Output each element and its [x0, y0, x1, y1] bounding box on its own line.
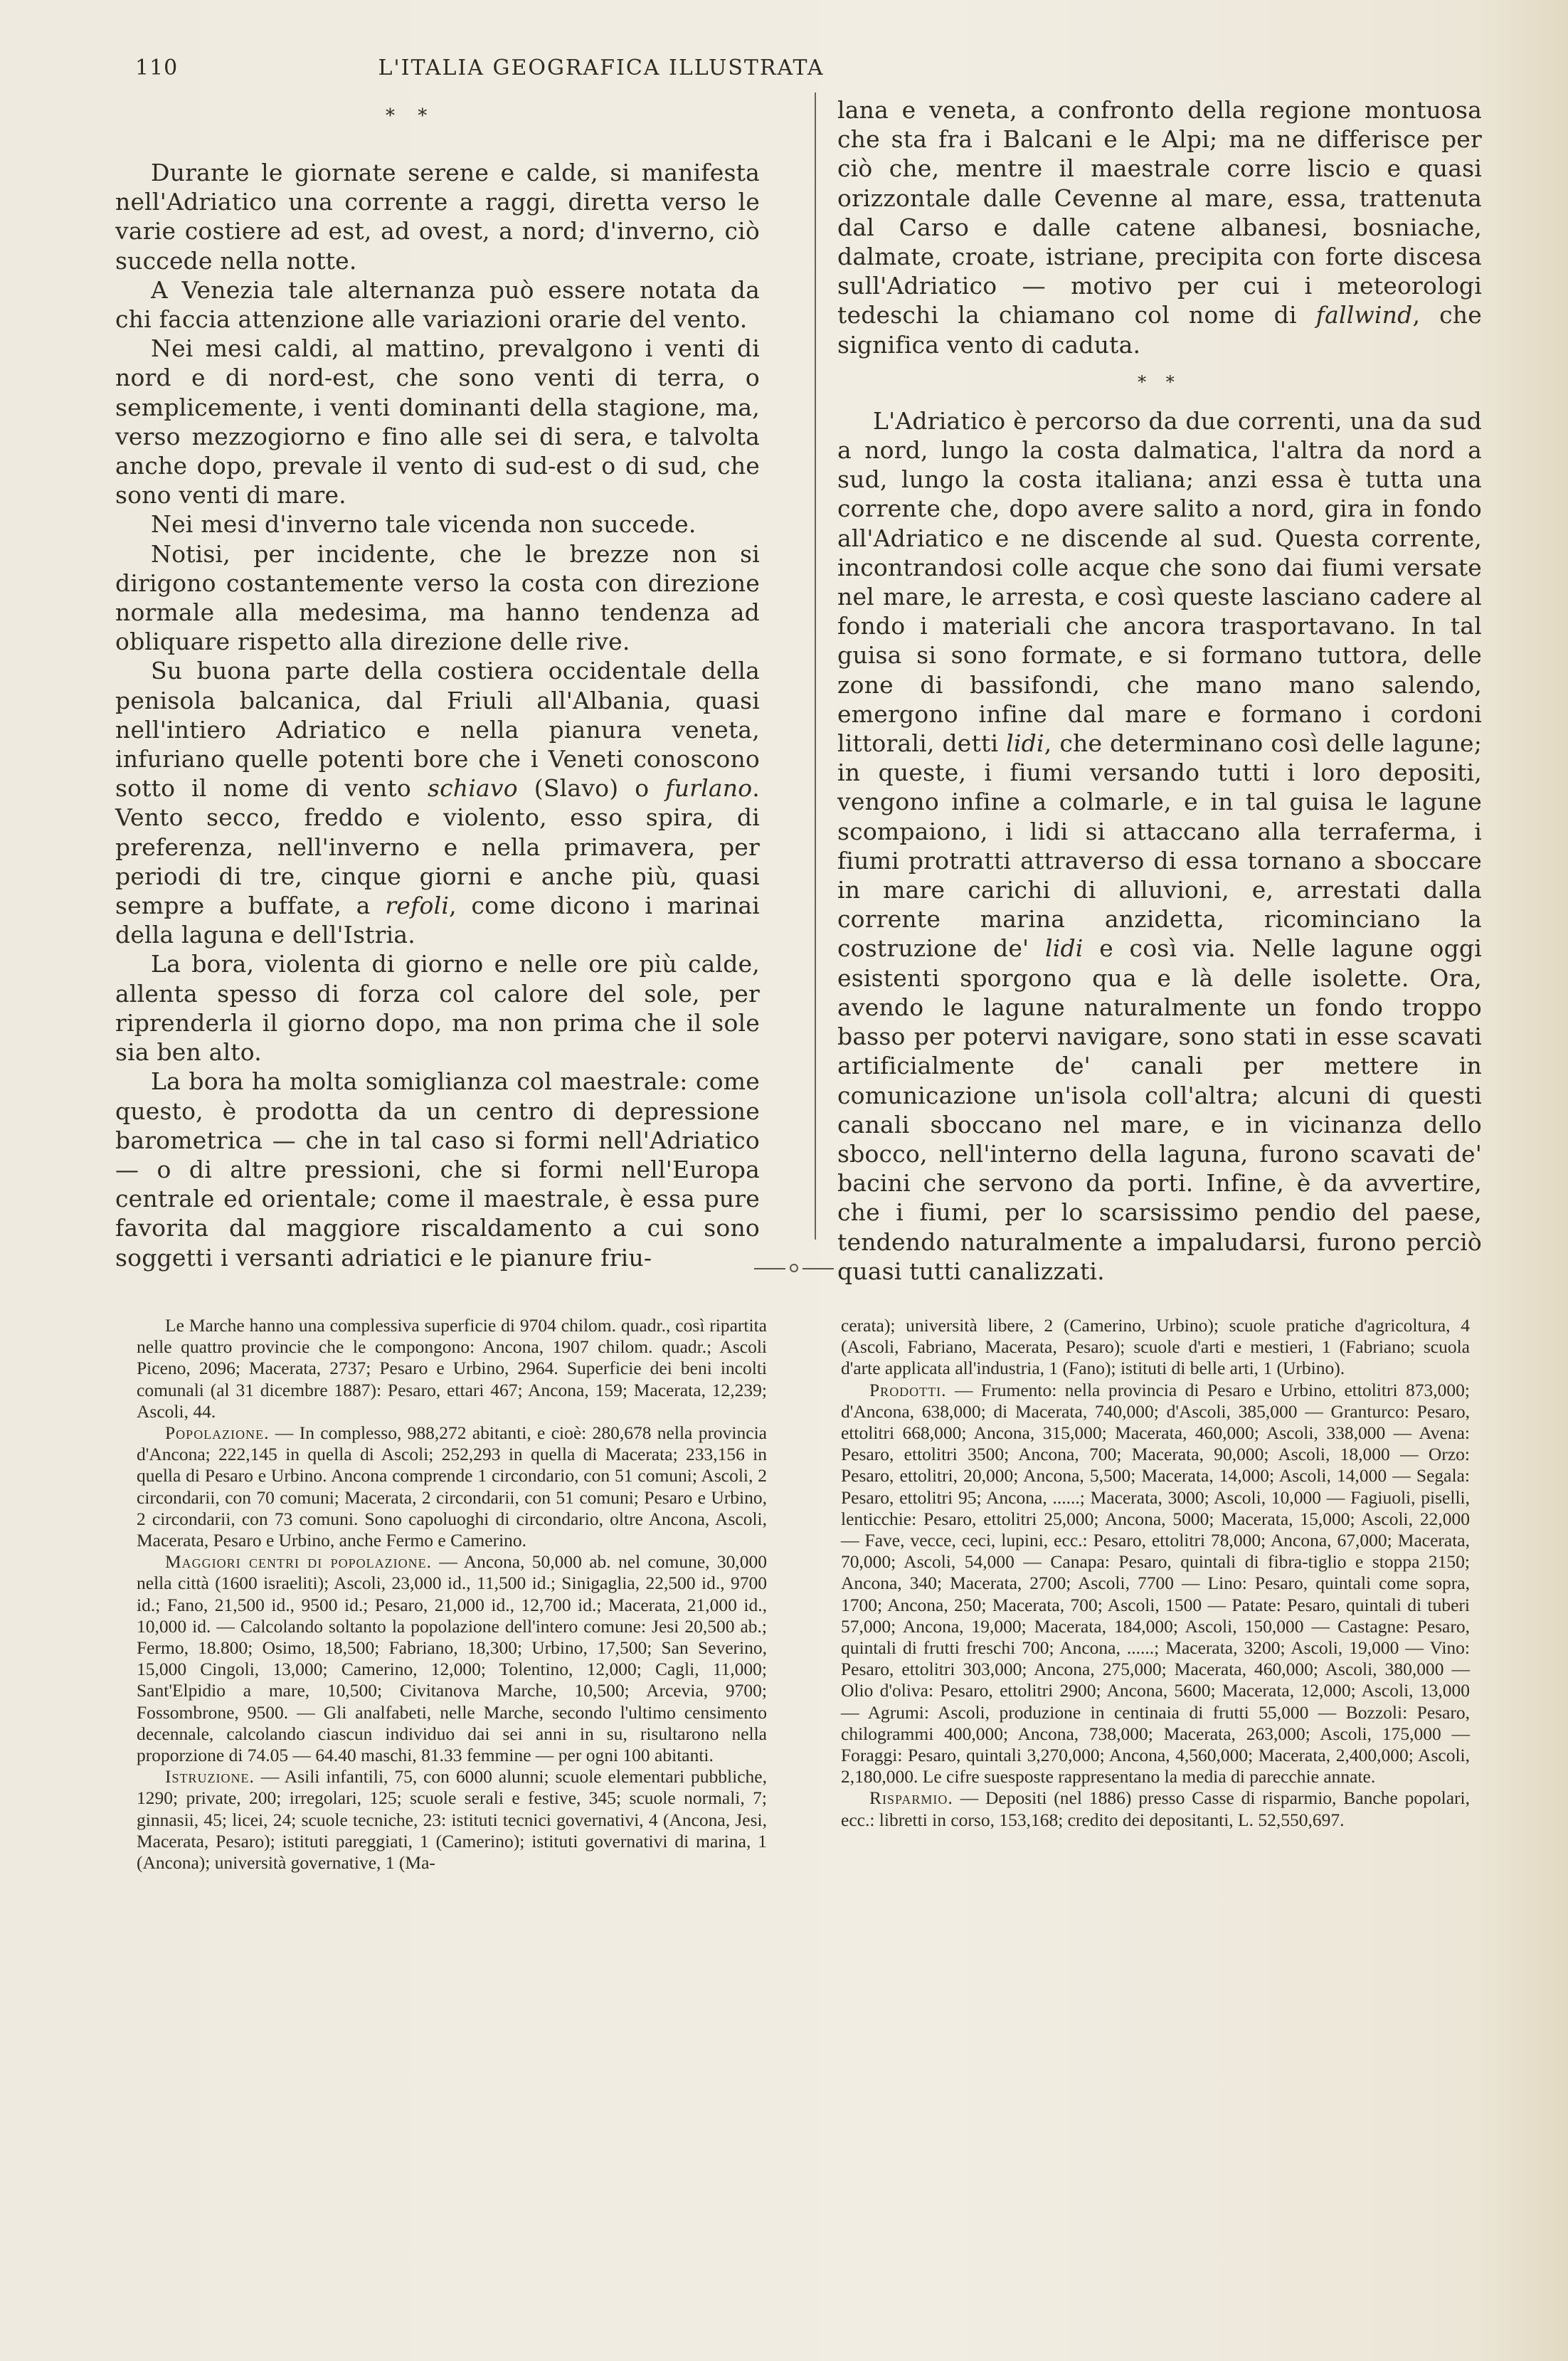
paragraph: Nei mesi d'inverno tale vicenda non succede. — [151, 510, 696, 539]
term-schiavo: schiavo — [427, 774, 518, 803]
paragraph: La bora, violenta di giorno e nelle ore più calde, allenta spesso di forza col calore del sole, per riprenderla il giorno dopo, ma non prima che il sole sia ben alto. — [115, 950, 760, 1067]
page-number: 110 — [135, 56, 179, 80]
paragraph-continued: lana e veneta, a confronto della regione montuosa che sta fra i Balcani e le Alpi; ma ne differisce per ciò che, mentre il maestrale corre liscio e quasi orizzontale dalle Cevenne al mare, essa, trattenuta dal Carso e dalle catene albanesi, bosniache, dalmate, croate, istriane, precipita con forte discesa sull'Adriatico — motivo per cui i meteorologi tedeschi la chiamano col nome di fallwind, che significa vento di caduta. — [837, 96, 1482, 359]
note-prodotti: Prodotti. — Frumento: nella provincia di Pesaro e Urbino, ettolitri 873,000; d'Ancona, 638,000; di Macerata, 740,000; d'Ascoli, 385,000 — Granturco: Pesaro, ettolitri 668,000; Ancona, 315,000; Macerata, 460,000; Ascoli, 338,000 — Avena: Pesaro, ettolitri 3500; Ancona, 700; Macerata, 90,000; Ascoli, 18,000 — Orzo: Pesaro, ettolitri, 20,000; Ancona, 5,500; Macerata, 14,000; Ascoli, 14,000 — Segala: Pesaro, ettolitri 95; Ancona, ......; Macerata, 3000; Ascoli, 10,000 — Fagiuoli, piselli, lenticchie: Pesaro, ettolitri 25,000; Ancona, 5000; Macerata, 15,000; Ascoli, 22,000 — Fave, vecce, ceci, lupini, ecc.: Pesaro, ettolitri 78,000; Ancona, 67,000; Macerata, 70,000; Ascoli, 54,000 — Canapa: Pesaro, quintali di fibra-tiglio e stoppa 2150; Ancona, 340; Macerata, 2700; Ascoli, 7700 — Lino: Pesaro, quintali come sopra, 1700; Ancona, 250; Macerata, 700; Ascoli, 1500 — Patate: Pesaro, quintali di tuberi 57,000; Ancona, 19,000; Macerata, 184,000; Ascoli, 150,000 — Castagne: Pesaro, quintali di frutti freschi 700; Ancona, ......; Macerata, 3200; Ascoli, 19,000 — Vino: Pesaro, ettolitri 303,000; Ancona, 275,000; Macerata, 460,000; Ascoli, 380,000 — Olio d'oliva: Pesaro, ettolitri 2900; Ancona, 5600; Macerata, 12,000; Ascoli, 13,000 — Agrumi: Ascoli, produzione in centinaia di frutti 55,000 — Bozzoli: Pesaro, chilogrammi 400,000; Ancona, 738,000; Macerata, 263,000; Ascoli, 175,000 — Foraggi: Pesaro, quintali 3,270,000; Ancona, 4,560,000; Macerata, 2,400,000; Ascoli, 2,180,000. Le cifre suesposte rappresentano la media di parecchie annate. — [841, 1379, 1470, 1787]
paragraph-bora: Su buona parte della costiera occidentale della penisola balcanica, dal Friuli all'Albania, quasi nell'intiero Adriatico e nella pianura veneta, infuriano quelle potenti bore che i Veneti conoscono sotto il nome di vento schiavo (Slavo) o furlano. Vento secco, freddo e violento, esso spira, di preferenza, nell'inverno e nella primavera, per periodi di tre, cinque giorni e anche più, quasi sempre a buffate, a refoli, come dicono i marinai della laguna e dell'Istria. — [115, 657, 760, 949]
section-separator — [837, 371, 1482, 392]
main-column-right — [837, 95, 1482, 1286]
note-popolazione: Popolazione. — In complesso, 988,272 abitanti, e cioè: 280,678 nella provincia d'Ancona; 222,145 in quella di Ascoli; 252,293 in quella di Macerata; 233,156 in quella di Pesaro e Urbino. Ancona comprende 1 circondario, con 51 comuni; Ascoli, 2 circondarii, con 70 comuni; Macerata, 2 circondarii, con 51 comuni; Pesaro e Urbino, 2 circondarii, con 73 comuni. Sono capoluoghi di circondario, oltre Ancona, Ascoli, Macerata, Pesaro e Urbino, anche Fermo e Camerino. — [137, 1422, 767, 1551]
note-istruzione: Istruzione. — Asili infantili, 75, con 6000 alunni; scuole elementari pubbliche, 1290; private, 200; irregolari, 125; scuole serali e festive, 345; scuole normali, 7; ginnasii, 45; licei, 24; scuole tecniche, 23: istituti tecnici governativi, 4 (Ancona, Jesi, Macerata, Pesaro); istituti pareggiati, 1 (Camerino); istituti governativi di marina, 1 (Ancona); università governative, 1 (Ma- — [137, 1766, 767, 1874]
statistics-note-right — [841, 1315, 1470, 1831]
column-rule — [815, 93, 816, 1240]
term-refoli: refoli — [385, 892, 450, 920]
term-fallwind: fallwind — [1315, 301, 1413, 329]
section-divider — [754, 1261, 839, 1275]
paragraph: Durante le giornate serene e calde, si manifesta nell'Adriatico una corrente a raggi, diretta verso le varie costiere ad est, ad ovest, a nord; d'inverno, ciò succede nella notte. — [115, 159, 760, 275]
note-risparmio: Risparmio. — Depositi (nel 1886) presso Casse di risparmio, Banche popolari, ecc.: libretti in corso, 153,168; credito dei depositanti, L. 52,550,697. — [841, 1787, 1470, 1830]
running-title: L'ITALIA GEOGRAFICA ILLUSTRATA — [378, 56, 825, 80]
term-furlano: furlano — [665, 774, 753, 803]
paragraph-correnti: L'Adriatico è percorso da due correnti, una da sud a nord, lungo la costa dalmatica, l'altra da nord a sud, lungo la costa italiana; anzi essa è tutta una corrente che, dopo avere salito a nord, gira in fondo all'Adriatico e ne discende al sud. Questa corrente, incontrandosi colle acque che sono dai fiumi versate nel mare, le arresta, e così queste lasciano cadere al fondo i materiali che ancora trasportavano. In tal guisa si sono formate, e si formano tuttora, delle zone di bassifondi, che mano mano salendo, emergono infine dal mare e formano i cordoni littorali, detti lidi, che determinano così delle lagune; in queste, i fiumi versando tutti i loro depositi, vengono infine a colmarle, e in tal guisa le lagune scompaiono, i lidi si attaccano alla terraferma, i fiumi protratti attraverso di essa tornano a sboccare in mare carichi di alluvioni, e, arrestati dalla corrente marina anzidetta, ricominciano la costruzione de' lidi e così via. Nelle lagune oggi esistenti sporgono qua e là delle isolette. Ora, avendo le lagune naturalmente un fondo troppo basso per potervi navigare, sono stati in esse scavati artificialmente de' canali per mettere in comunicazione un'isola coll'altra; alcuni di questi canali sboccano nel mare, e in vicinanza dello sbocco, nell'interno della laguna, furono scavati de' bacini che servono da porti. Infine, è da avvertire, che i fiumi, per lo scarsissimo pendio del paese, tendendo naturalmente a impaludarsi, furono perciò quasi tutti canalizzati. — [837, 406, 1483, 1285]
asterism-mark: * * — [1138, 371, 1182, 392]
note-continued: cerata); università libere, 2 (Camerino, Urbino); scuole pratiche d'agricoltura, 4 (Ascoli, Fabriano, Macerata, Pesaro); scuole d'arti e mestieri, 1 (Fabriano; scuola d'arte applicata all'industria, 1 (Fano); istituti di belle arti, 1 (Urbino). — [841, 1315, 1470, 1379]
term-lidi: lidi — [1044, 934, 1084, 963]
term-lidi: lidi — [1006, 729, 1044, 758]
note-intro: Le Marche hanno una complessiva superficie di 9704 chilom. quadr., così ripartita nelle quattro provincie che le compongono: Ancona, 1907 chilom. quadr.; Ascoli Piceno, 2096; Macerata, 2737; Pesaro e Urbino, 2964. Superficie dei beni incolti comunali (al 31 dicembre 1887): Pesaro, ettari 467; Ancona, 159; Macerata, 12,239; Ascoli, 44. — [137, 1315, 767, 1422]
statistics-note-left — [137, 1315, 767, 1874]
paragraph: Nei mesi caldi, al mattino, prevalgono i venti di nord e di nord-est, che sono venti di terra, o semplicemente, i venti dominanti della stagione, ma, verso mezzogiorno e fino alle sei di sera, e talvolta anche dopo, prevale il vento di sud-est o di sud, che sono venti di mare. — [115, 334, 760, 509]
note-centri: Maggiori centri di popolazione. — Ancona, 50,000 ab. nel comune, 30,000 nella città (1600 israeliti); Ascoli, 23,000 id., 11,500 id.; Sinigaglia, 22,500 id., 9700 id.; Fano, 21,500 id., 9500 id.; Pesaro, 21,000 id., 12,700 id.; Macerata, 21,000 id., 10,000 id. — Calcolando soltanto la popolazione dell'intero comune: Jesi 20,500 ab.; Fermo, 18.800; Osimo, 18,500; Fabriano, 18,300; Urbino, 17,500; San Severino, 15,000 Cingoli, 13,000; Camerino, 12,000; Tolentino, 12,000; Cagli, 11,000; Sant'Elpidio a mare, 10,500; Civitanova Marche, 10,500; Arcevia, 9700; Fossombrone, 9500. — Gli analfabeti, nelle Marche, secondo l'ultimo censimento decennale, calcolando ciascun individuo dai sei anni in su, risultarono nella proporzione di 74.05 — 64.40 maschi, 81.33 femmine — per ogni 100 abitanti. — [137, 1551, 767, 1766]
running-header — [114, 51, 1060, 83]
section-separator — [115, 104, 760, 147]
asterism-mark: * * — [386, 105, 436, 127]
paragraph: A Venezia tale alternanza può essere notata da chi faccia attenzione alle variazioni orarie del vento. — [115, 275, 760, 334]
paragraph: La bora ha molta somiglianza col maestrale: come questo, è prodotta da un centro di depressione barometrica — che in tal caso si formi nell'Adriatico — o di altre pressioni, che si formi nell'Europa centrale ed orientale; come il maestrale, è essa pure favorita dal maggiore riscaldamento a cui sono soggetti i versanti adriatici e le pianure friu- — [115, 1067, 760, 1272]
paragraph: Notisi, per incidente, che le brezze non si dirigono costantemente verso la costa con direzione normale alla medesima, ma hanno tendenza ad obliquare rispetto alla direzione delle rive. — [115, 539, 760, 656]
main-column-left — [115, 104, 760, 1272]
